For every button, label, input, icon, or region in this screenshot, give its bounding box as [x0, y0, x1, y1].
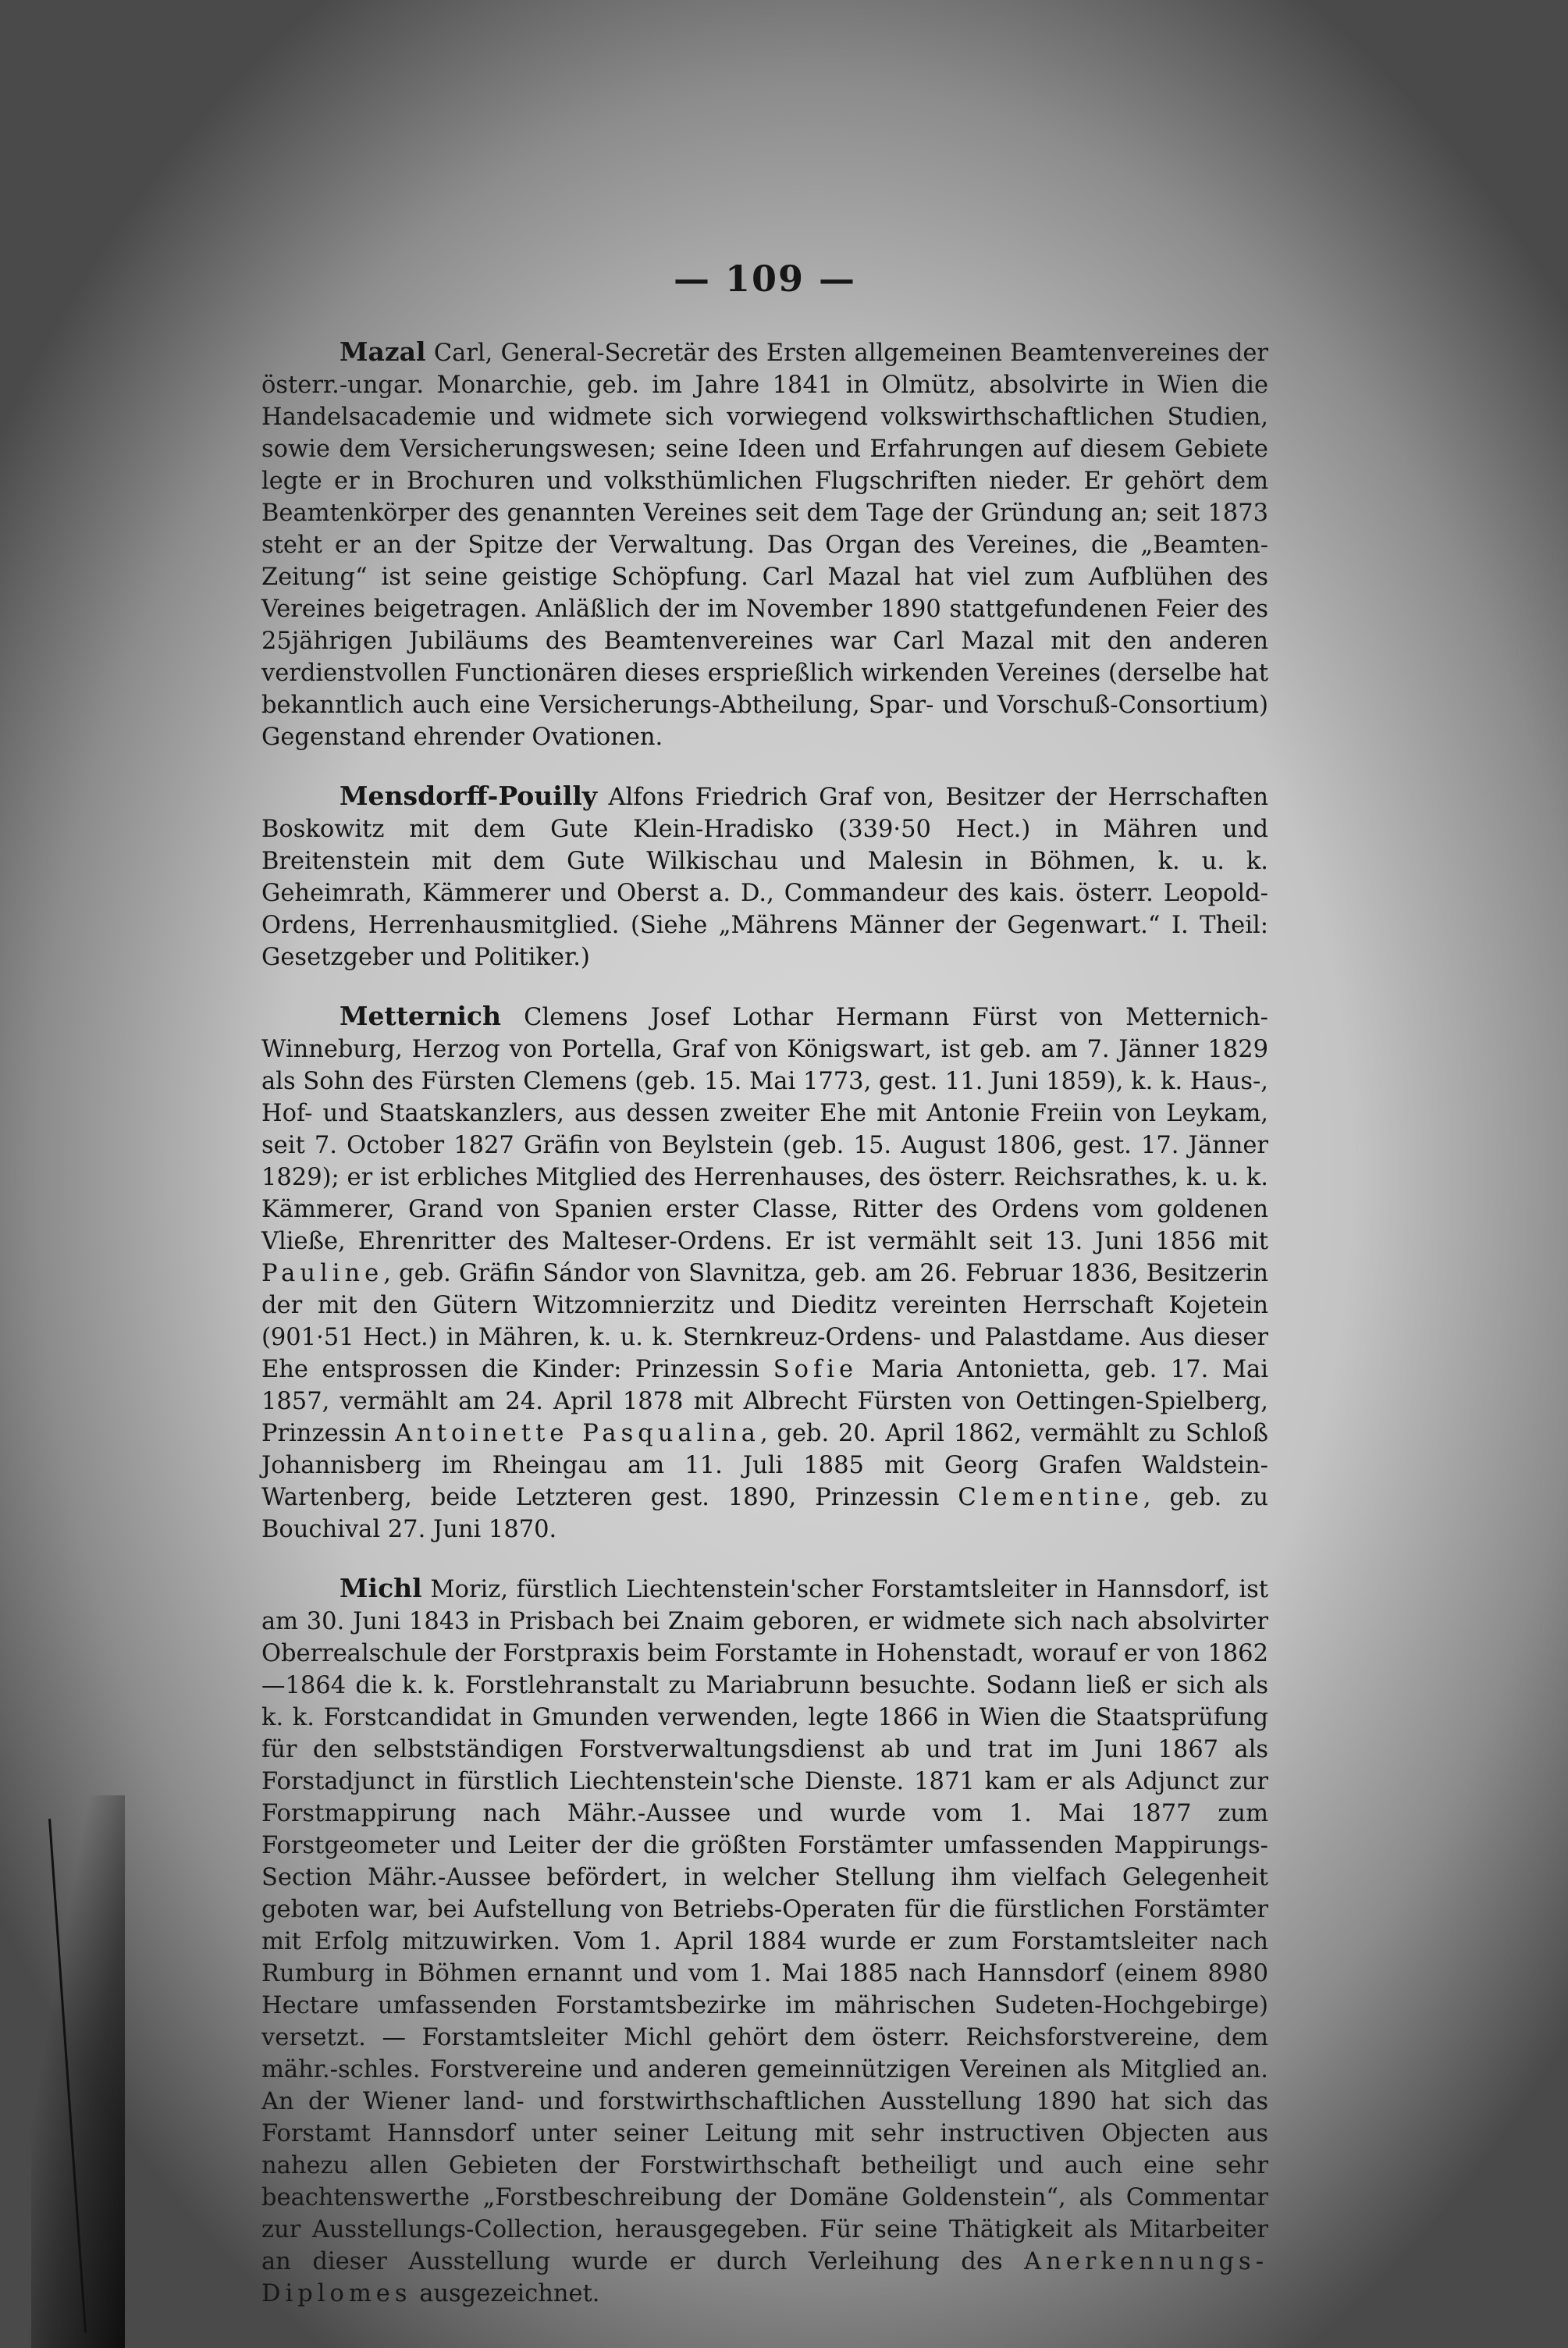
entry-text: Alfons Friedrich Graf von, Besitzer der Herrschaften Boskowitz mit dem Gute Klein-Hradisko (339·50 Hect.) in Mähren und Breitenstein mit dem Gute Wilkischau und Malesin in Böhmen, k. u. k. Geheimrath, Kämmerer und Oberst a. D., Commandeur des kais. österr. Leopold-Ordens, Herrenhausmitglied. (Siehe „Mährens Männer der Gegenwart.“ I. Theil: Gesetzgeber und Politiker.) [261, 784, 1268, 971]
book-page [261, 258, 1268, 2307]
entry-text: , geb. 20. April 1862, vermählt zu Schloß Johannisberg im Rheingau am 11. Juli 1885 mit Georg Grafen Waldstein-Wartenberg, beide Letzteren gest. 1890, Prinzessin [261, 1420, 1268, 1511]
page-corner-shadow [31, 1795, 125, 2348]
spaced-name: Anerkennungs-Diplomes [261, 2248, 1268, 2307]
entry-text: , geb. zu Bouchival 27. Juni 1870. [261, 1484, 1268, 1543]
entry-text: Maria Antonietta, geb. 17. Mai 1857, vermählt am 24. April 1878 mit Albrecht Fürsten von Oettingen-Spielberg, Prinzessin [261, 1356, 1268, 1447]
entry-list [261, 336, 1268, 2336]
spaced-name: Antoinette Pasqualina [395, 1420, 760, 1447]
entry-name: Michl [340, 1573, 422, 1603]
entry-name: Mensdorff-Pouilly [340, 781, 598, 811]
spaced-name: Pauline [261, 1260, 384, 1287]
page-number: — 109 — [673, 258, 857, 300]
entry-text: Carl, General-Secretär des Ersten allgemeinen Beamtenvereines der österr.-ungar. Monarchie, geb. im Jahre 1841 in Olmütz, absolvirte in Wien die Handelsacademie und widmete sich vorwiegend volkswirthschaftlichen Studien, sowie dem Versicherungswesen; seine Ideen und Erfahrungen auf diesem Gebiete legte er in Brochuren und volksthümlichen Flugschriften nieder. Er gehört dem Beamtenkörper des genannten Vereines seit dem Tage der Gründung an; seit 1873 steht er an der Spitze der Verwaltung. Das Organ des Vereines, die „Beamten-Zeitung“ ist seine geistige Schöpfung. Carl Mazal hat viel zum Aufblühen des Vereines beigetragen. Anläßlich der im November 1890 stattgefundenen Feier des 25jährigen Jubiläums des Beamtenvereines war Carl Mazal mit den anderen verdienstvollen Functionären dieses ersprießlich wirkenden Vereines (derselbe hat bekanntlich auch eine Versicherungs-Abtheilung, Spar- und Vorschuß-Consortium) Gegenstand ehrender Ovationen. [261, 340, 1268, 751]
entry-metternich [261, 1000, 1268, 1546]
spaced-name: Sofie [773, 1356, 859, 1383]
entry-mazal [261, 336, 1268, 753]
entry-text: Moriz, fürstlich Liechtenstein'scher Forstamtsleiter in Hannsdorf, ist am 30. Juni 1843 in Prisbach bei Znaim geboren, er widmete sich nach absolvirter Oberrealschule der Forstpraxis beim Forstamte in Hohenstadt, worauf er von 1862—1864 die k. k. Forstlehranstalt zu Mariabrunn besuchte. Sodann ließ er sich als k. k. Forstcandidat in Gmunden verwenden, legte 1866 in Wien die Staatsprüfung für den selbstständigen Forstverwaltungsdienst ab und trat im Juni 1867 als Forstadjunct in fürstlich Liechtenstein'sche Dienste. 1871 kam er als Adjunct zur Forstmappirung nach Mähr.-Aussee und wurde vom 1. Mai 1877 zum Forstgeometer und Leiter der die größten Forstämter umfassenden Mappirungs-Section Mähr.-Aussee befördert, in welcher Stellung ihm vielfach Gelegenheit geboten war, bei Aufstellung von Betriebs-Operaten für die fürstlichen Forstämter mit Erfolg mitzuwirken. Vom 1. April 1884 wurde er zum Forstamtsleiter nach Rumburg in Böhmen ernannt und vom 1. Mai 1885 nach Hannsdorf (einem 8980 Hectare umfassenden Forstamtsbezirke im mährischen Sudeten-Hochgebirge) versetzt. — Forstamtsleiter Michl gehört dem österr. Reichsforstvereine, dem mähr.-schles. Forstvereine und anderen gemeinnützigen Vereinen als Mitglied an. An der Wiener land- und forstwirthschaftlichen Ausstellung 1890 hat sich das Forstamt Hannsdorf unter seiner Leitung mit sehr instructiven Objecten aus nahezu allen Gebieten der Forstwirthschaft betheiligt und auch eine sehr beachtenswerthe „Forstbeschreibung der Domäne Goldenstein“, als Commentar zur Ausstellungs-Collection, herausgegeben. Für seine Thätigkeit als Mitarbeiter an dieser Ausstellung wurde er durch Verleihung des [261, 1576, 1268, 2275]
entry-name: Mazal [340, 336, 426, 367]
entry-name: Metternich [340, 1001, 502, 1031]
spaced-name: Clementine [958, 1484, 1143, 1511]
entry-text: ausgezeichnet. [419, 2280, 600, 2307]
entry-text: Clemens Josef Lothar Hermann Fürst von Metternich-Winneburg, Herzog von Portella, Graf von Königswart, ist geb. am 7. Jänner 1829 als Sohn des Fürsten Clemens (geb. 15. Mai 1773, gest. 11. Juni 1859), k. k. Haus-, Hof- und Staatskanzlers, aus dessen zweiter Ehe mit Antonie Freiin von Leykam, seit 7. October 1827 Gräfin von Beylstein (geb. 15. August 1806, gest. 17. Jänner 1829); er ist erbliches Mitglied des Herrenhauses, des österr. Reichsrathes, k. u. k. Kämmerer, Grand von Spanien erster Classe, Ritter des Ordens vom goldenen Vließe, Ehrenritter des Malteser-Ordens. Er ist vermählt seit 13. Juni 1856 mit [261, 1004, 1268, 1255]
entry-mensdorff-pouilly [261, 780, 1268, 973]
entry-text: , geb. Gräfin Sándor von Slavnitza, geb. am 26. Februar 1836, Besitzerin der mit den Gütern Witzomnierzitz und Dieditz vereinten Herrschaft Kojetein (901·51 Hect.) in Mähren, k. u. k. Sternkreuz-Ordens- und Palastdame. Aus dieser Ehe entsprossen die Kinder: Prinzessin [261, 1260, 1268, 1383]
entry-michl [261, 1572, 1268, 2310]
